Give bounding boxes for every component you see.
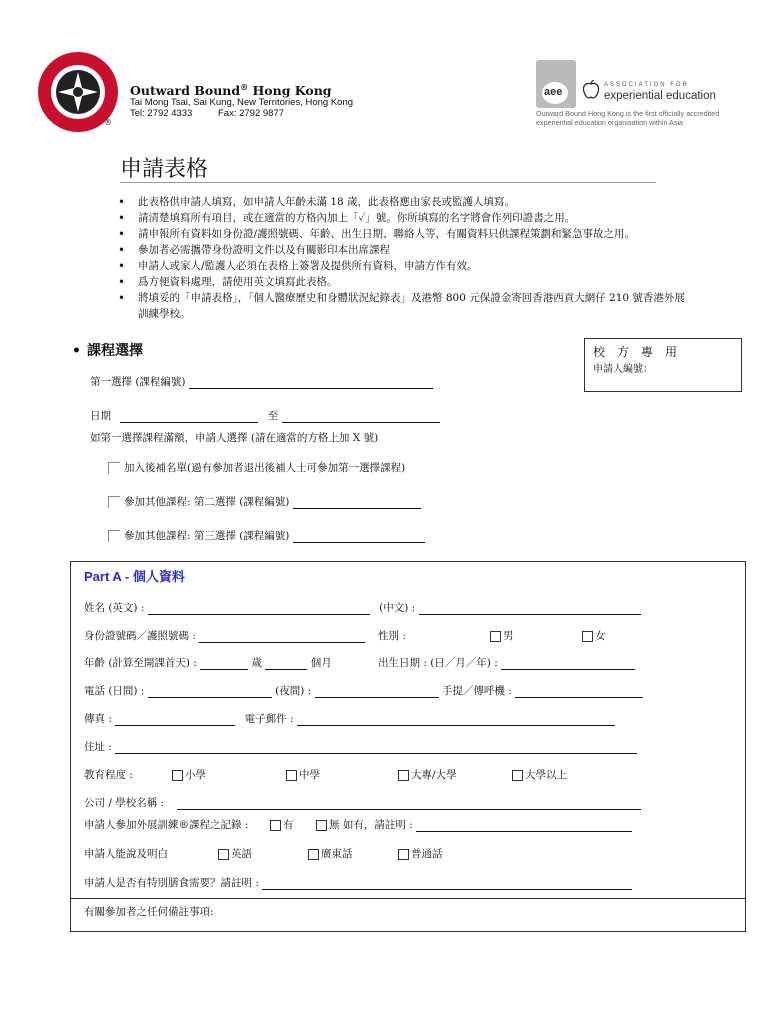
instruction-item: • 請清楚填寫所有項目，或在適當的方格內加上「✓」號。你所填寫的名字將會作列印證書之用。: [114, 210, 694, 226]
dob-field[interactable]: [501, 657, 635, 670]
fax-label: 傳真 :: [84, 713, 112, 725]
sex-male-option: [490, 628, 514, 643]
email-label: 電子郵件 :: [244, 713, 294, 725]
age-months-label: 個月: [310, 657, 332, 669]
dob-row: [378, 655, 635, 670]
record-yes-label: 有: [283, 819, 294, 831]
sex-female-option: [582, 628, 606, 643]
tel-day-field[interactable]: [148, 685, 272, 698]
waitlist-checkbox[interactable]: [108, 462, 120, 474]
company-row: [84, 795, 641, 810]
company-field[interactable]: [177, 797, 641, 810]
age-row: [84, 655, 332, 670]
lang-option-mandarin: [398, 846, 443, 861]
instruction-list: [114, 194, 694, 322]
diet-label: 申請人是否有特別膳食需要？請註明 :: [84, 877, 259, 889]
fax-email-row: [84, 711, 615, 726]
age-label: 年齡 (計算至開課首天) :: [84, 657, 197, 669]
mobile-label: 手提／傳呼機 :: [441, 685, 512, 697]
record-no-option: [316, 817, 632, 832]
course-heading-text: 課程選擇: [86, 343, 143, 359]
record-no-label: 無 如有，請註明 :: [329, 819, 413, 831]
lang-mandarin-checkbox[interactable]: [398, 849, 409, 860]
female-checkbox[interactable]: [582, 631, 593, 642]
instruction-item: • 將填妥的「申請表格」，「個人醫療歷史和身體狀況紀錄表」及港幣 800 元保證金寄回香港西貢大網仔 210 號香港外展訓練學校。: [114, 290, 694, 322]
age-months-field[interactable]: [265, 657, 307, 670]
dob-label: 出生日期 : (日／月／年) :: [378, 657, 498, 669]
diet-field[interactable]: [262, 877, 632, 890]
edu-secondary-checkbox[interactable]: [286, 770, 297, 781]
diet-row: [84, 875, 632, 890]
male-label: 男: [503, 630, 514, 642]
tel-night-field[interactable]: [315, 685, 439, 698]
third-choice-field[interactable]: [293, 530, 425, 543]
id-field[interactable]: [199, 630, 365, 643]
address-label: 住址 :: [84, 741, 112, 753]
form-title: 申請表格: [120, 157, 209, 182]
instruction-item: • 請申報所有資料如身份證/護照號碼、年齡、出生日期、聯絡人等，有關資料只供課程策劃和緊急事故之用。: [114, 226, 694, 242]
date-to-label: 至: [267, 410, 279, 422]
male-checkbox[interactable]: [490, 631, 501, 642]
first-choice-label: 第一選擇 (課程編號): [90, 376, 186, 388]
second-choice-checkbox[interactable]: [108, 496, 120, 508]
waitlist-label: 加入後補名單(過有參加者退出後補人士可參加第一選擇課程): [124, 462, 406, 474]
date-row: [90, 408, 440, 423]
edu-option-postgrad: [512, 767, 567, 782]
org-name: [130, 82, 332, 98]
if-full-text: 如第一選擇課程滿額，申請人選擇 (請在適當的方格上加 X 號): [90, 432, 379, 444]
lang-option-cantonese: [308, 846, 353, 861]
office-use-label: 申請人編號：: [593, 364, 653, 375]
office-use-box: [584, 338, 742, 392]
org-address: Tai Mong Tsai, Sai Kung, New Territories, Hong Kong: [130, 97, 354, 108]
tel-day-label: 電話 (日間) :: [84, 685, 145, 697]
edu-option-secondary: [286, 767, 320, 782]
first-choice-field[interactable]: [189, 376, 433, 389]
mobile-field[interactable]: [515, 685, 643, 698]
fax-field[interactable]: [115, 713, 235, 726]
tel-night-label: (夜間) :: [275, 685, 312, 697]
name-row: [84, 600, 641, 615]
lang-option-english: [218, 846, 252, 861]
edu-tertiary-checkbox[interactable]: [398, 770, 409, 781]
first-choice-row: [90, 374, 433, 389]
org-name-suffix: Hong Kong: [252, 83, 332, 99]
name-zh-field[interactable]: [419, 602, 641, 615]
third-choice-label: 參加其他課程: 第三選擇 (課程編號): [124, 530, 290, 542]
address-field[interactable]: [115, 741, 637, 754]
id-label: 身份證號碼／護照號碼 :: [84, 630, 196, 642]
edu-tertiary-label: 大專/大學: [411, 769, 457, 781]
aee-logo: [536, 60, 576, 108]
lang-english-checkbox[interactable]: [218, 849, 229, 860]
record-yes-checkbox[interactable]: [270, 820, 281, 831]
company-label: 公司 / 學校名稱 :: [84, 797, 165, 809]
title-rule: [120, 182, 656, 183]
edu-option-tertiary: [398, 767, 457, 782]
age-years-field[interactable]: [200, 657, 248, 670]
third-choice-checkbox[interactable]: [108, 530, 120, 542]
lang-cantonese-label: 廣東話: [321, 848, 353, 860]
edu-primary-label: 小學: [185, 769, 206, 781]
female-label: 女: [595, 630, 606, 642]
phone-row: [84, 683, 643, 698]
name-en-label: 姓名 (英文) :: [84, 602, 145, 614]
instruction-item: • 此表格供申請人填寫，如申請人年齡未滿 18 歲，此表格應由家長或監護人填寫。: [114, 194, 694, 210]
org-reg-mark: ®: [240, 82, 249, 92]
age-years-label: 歲: [251, 657, 263, 669]
date-from-field[interactable]: [120, 410, 258, 423]
org-name-main: Outward Bound: [130, 83, 241, 99]
remarks-divider: [70, 898, 746, 899]
edu-option-primary: [172, 767, 206, 782]
instruction-item: • 爲方便資料處理，請使用英文填寫此表格。: [114, 274, 694, 290]
record-label: 申請人參加外展訓練®課程之記錄 :: [84, 819, 249, 831]
third-choice-option: [108, 528, 425, 543]
instruction-item: • 申請人或家人/監護人必須在表格上簽署及提供所有資料，申請方作有效。: [114, 258, 694, 274]
instruction-item: • 參加者必需攜帶身份證明文件以及有關影印本出席課程: [114, 242, 694, 258]
remarks-label: 有關參加者之任何備註事項:: [84, 906, 214, 918]
lang-mandarin-label: 普通話: [411, 848, 443, 860]
date-to-field[interactable]: [282, 410, 440, 423]
second-choice-label: 參加其他課程: 第二選擇 (課程編號): [124, 496, 290, 508]
address-row: [84, 739, 637, 754]
aee-logo-text: aee: [544, 86, 563, 98]
apple-icon: [582, 80, 600, 100]
languages-label: 申請人能說及明白: [84, 848, 168, 860]
office-use-title: 校 方 專 用: [593, 345, 678, 359]
aee-tagline: experiential education: [604, 90, 716, 102]
waitlist-option: [108, 460, 405, 475]
name-en-field[interactable]: [148, 602, 370, 615]
course-heading: • 課程選擇: [72, 343, 143, 359]
education-label: 教育程度 :: [84, 769, 133, 781]
edu-secondary-label: 中學: [299, 769, 320, 781]
remarks-field[interactable]: [72, 918, 744, 930]
part-a-heading: Part A - 個人資料: [84, 569, 185, 584]
second-choice-field[interactable]: [293, 496, 421, 509]
record-no-checkbox[interactable]: [316, 820, 327, 831]
sex-label: 性別 :: [378, 630, 406, 642]
aee-small-text: ASSOCIATION FOR: [604, 82, 689, 88]
lang-english-label: 英語: [231, 848, 252, 860]
record-yes-option: [270, 817, 294, 832]
id-row: [84, 628, 365, 643]
accreditation-text: Outward Bound Hong Kong is the first officially accredited experiential education organisation within Asia: [536, 109, 720, 127]
date-label: 日期: [90, 410, 111, 422]
edu-postgrad-checkbox[interactable]: [512, 770, 523, 781]
org-fax: Fax: 2792 9877: [218, 108, 285, 119]
email-field[interactable]: [297, 713, 615, 726]
lang-cantonese-checkbox[interactable]: [308, 849, 319, 860]
edu-postgrad-label: 大學以上: [525, 769, 567, 781]
logo-reg-mark: ®: [104, 118, 112, 127]
edu-primary-checkbox[interactable]: [172, 770, 183, 781]
second-choice-option: [108, 494, 421, 509]
name-zh-label: (中文) :: [379, 602, 416, 614]
org-tel: Tel: 2792 4333: [130, 108, 193, 119]
record-details-field[interactable]: [416, 819, 632, 832]
